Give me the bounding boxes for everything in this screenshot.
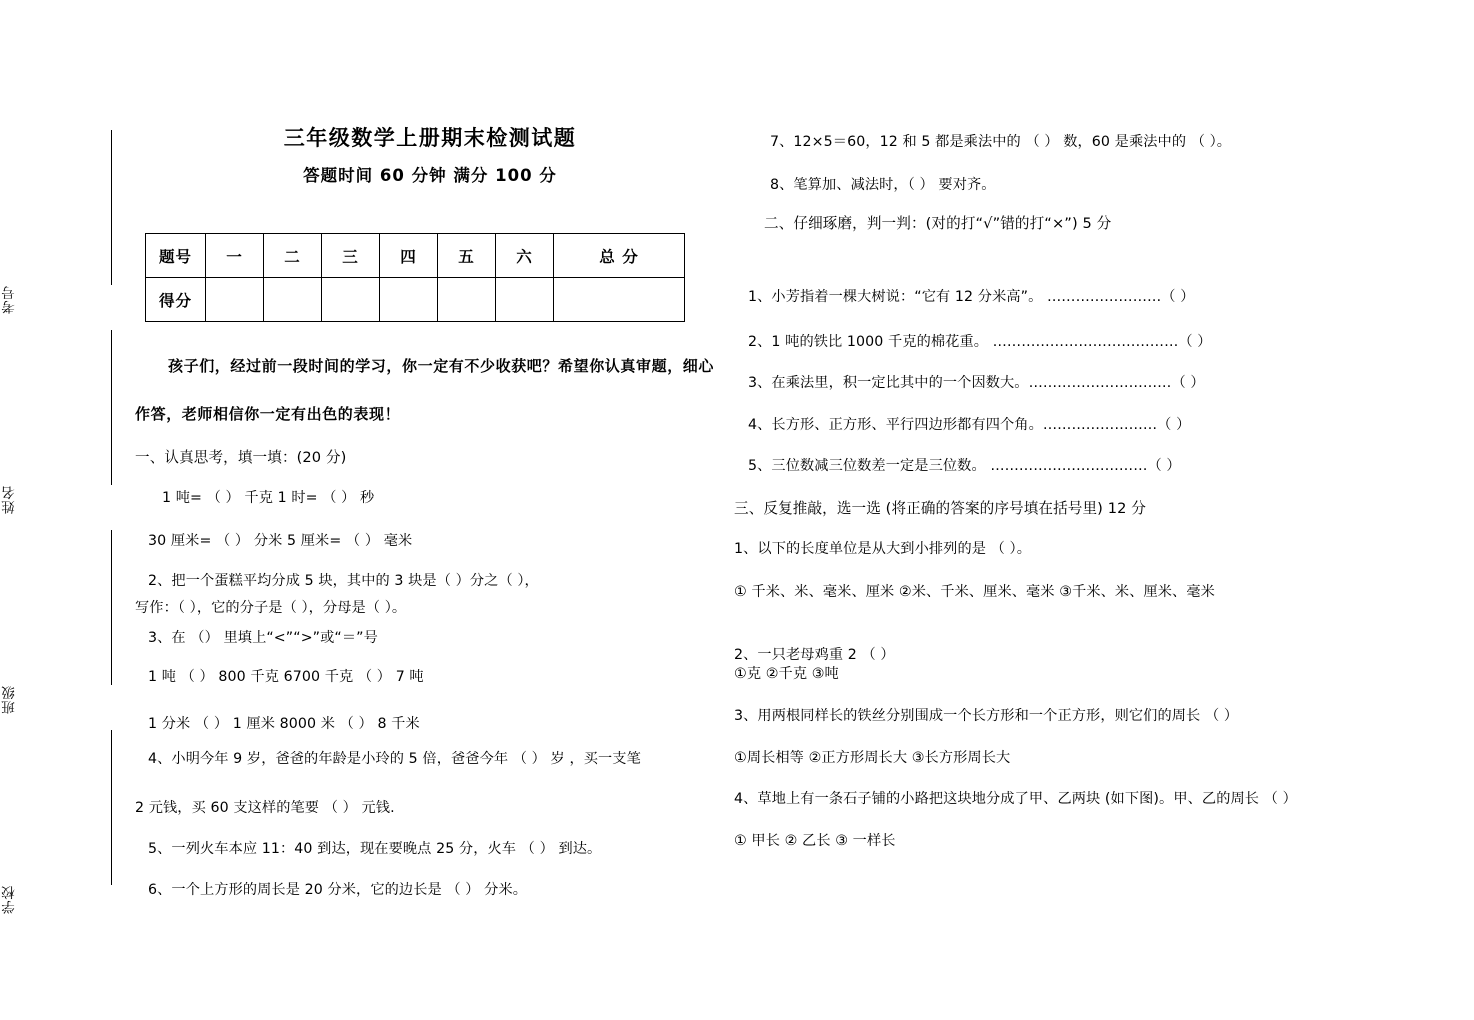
section-2-item-3: 3、在乘法里，积一定比其中的一个因数大。…………………………（ ） <box>748 375 1205 391</box>
section-3-heading: 三、反复推敲，选一选 (将正确的答案的序号填在括号里) 12 分 <box>734 500 1146 517</box>
section-1-q4-line1: 4、小明今年 9 岁，爸爸的年龄是小玲的 5 倍，爸爸今年 （ ） 岁 ，买一支笔 <box>148 751 641 767</box>
section-1-q4-line2: 2 元钱，买 60 支这样的笔要 （ ） 元钱. <box>135 800 395 816</box>
score-cell-6[interactable] <box>496 278 554 322</box>
score-cell-total[interactable] <box>554 278 685 322</box>
section-1-q1b: 30 厘米= （ ） 分米 5 厘米= （ ） 毫米 <box>148 533 413 549</box>
score-cell-5[interactable] <box>438 278 496 322</box>
section-1-q3a: 1 吨 （ ） 800 千克 6700 千克 （ ） 7 吨 <box>148 669 424 685</box>
binding-margin <box>0 0 130 1020</box>
score-table-col-1: 一 <box>206 234 264 278</box>
section-1-q7: 7、12×5＝60，12 和 5 都是乘法中的 （ ） 数，60 是乘法中的 （ ）。 <box>770 134 1232 150</box>
section-3-q2: 2、一只老母鸡重 2 （ ） <box>734 647 895 663</box>
section-2-item-2: 2、1 吨的铁比 1000 千克的棉花重。 …………………………………（ ） <box>748 334 1212 350</box>
score-table-col-2: 二 <box>264 234 322 278</box>
table-row-header <box>146 234 685 278</box>
section-3-q3-options: ①周长相等 ②正方形周长大 ③长方形周长大 <box>734 750 1011 766</box>
section-1-heading: 一、认真思考，填一填：(20 分) <box>135 449 347 466</box>
score-table-col-4: 四 <box>380 234 438 278</box>
score-table-col-total: 总 分 <box>554 234 685 278</box>
section-3-q1: 1、以下的长度单位是从大到小排列的是 （ ）。 <box>734 541 1031 557</box>
margin-field-class <box>0 530 130 730</box>
section-2-heading: 二、仔细琢磨，判一判：(对的打“√”错的打“×”) 5 分 <box>764 215 1112 232</box>
section-3-q4: 4、草地上有一条石子铺的小路把这块地分成了甲、乙两块 (如下图)。甲、乙的周长 （ ） <box>734 791 1297 807</box>
score-cell-1[interactable] <box>206 278 264 322</box>
section-1-q5: 5、一列火车本应 11：40 到达，现在要晚点 25 分，火车 （ ） 到达。 <box>148 841 602 857</box>
right-column <box>730 0 1474 1020</box>
section-2-item-4: 4、长方形、正方形、平行四边形都有四个角。……………………（ ） <box>748 417 1191 433</box>
section-2-item-1: 1、小芳指着一棵大树说：“它有 12 分米高”。 ……………………（ ） <box>748 289 1195 305</box>
intro-line-2: 作答，老师相信你一定有出色的表现！ <box>135 405 401 423</box>
section-1-q3: 3、在 （） 里填上“<”“>”或“＝”号 <box>148 630 378 646</box>
section-3-q1-options: ① 千米、米、毫米、厘米 ②米、千米、厘米、毫米 ③千米、米、厘米、毫米 <box>734 584 1215 600</box>
score-cell-2[interactable] <box>264 278 322 322</box>
section-1-q2-line1: 2、把一个蛋糕平均分成 5 块，其中的 3 块是（ ）分之（ ）， <box>148 573 539 589</box>
section-1-q3b: 1 分米 （ ） 1 厘米 8000 米 （ ） 8 千米 <box>148 716 420 732</box>
score-cell-4[interactable] <box>380 278 438 322</box>
section-2-item-5: 5、三位数减三位数差一定是三位数。 ……………………………（ ） <box>748 458 1181 474</box>
section-1-q2-line2: 写作：（ ），它的分子是（ ），分母是（ ）。 <box>135 600 407 616</box>
score-table-col-6: 六 <box>496 234 554 278</box>
section-1-q6: 6、一个上方形的周长是 20 分米，它的边长是 （ ） 分米。 <box>148 882 528 898</box>
margin-field-exam-number <box>0 130 130 330</box>
section-1-q1a: 1 吨= （ ） 千克 1 时= （ ） 秒 <box>162 490 375 506</box>
margin-rule <box>111 530 112 685</box>
margin-rule <box>111 130 112 285</box>
table-row-score <box>146 278 685 322</box>
margin-field-school <box>0 730 130 930</box>
section-3-q4-options: ① 甲长 ② 乙长 ③ 一样长 <box>734 833 896 849</box>
page-title: 三年级数学上册期末检测试题 <box>283 126 577 150</box>
score-table-col-3: 三 <box>322 234 380 278</box>
section-3-q2-options: ①克 ②千克 ③吨 <box>734 666 839 682</box>
score-table <box>145 233 685 322</box>
margin-rule <box>111 730 112 885</box>
score-cell-3[interactable] <box>322 278 380 322</box>
margin-field-name <box>0 330 130 530</box>
margin-label-class: 班级 <box>2 685 18 714</box>
score-table-score-label: 得分 <box>146 278 206 322</box>
section-3-q3: 3、用两根同样长的铁丝分别围成一个长方形和一个正方形，则它们的周长 （ ） <box>734 708 1239 724</box>
margin-rule <box>111 330 112 485</box>
margin-label-name: 姓名 <box>2 485 18 514</box>
section-1-q8: 8、笔算加、减法时，（ ） 要对齐。 <box>770 177 996 193</box>
score-table-row-label: 题号 <box>146 234 206 278</box>
page-subtitle: 答题时间 60 分钟 满分 100 分 <box>303 166 557 185</box>
intro-line-1: 孩子们，经过前一段时间的学习，你一定有不少收获吧？希望你认真审题，细心 <box>168 357 715 375</box>
score-table-col-5: 五 <box>438 234 496 278</box>
left-column <box>130 0 730 1020</box>
margin-label-school: 学校 <box>2 885 18 914</box>
margin-label-exam-number: 考号 <box>2 285 18 314</box>
